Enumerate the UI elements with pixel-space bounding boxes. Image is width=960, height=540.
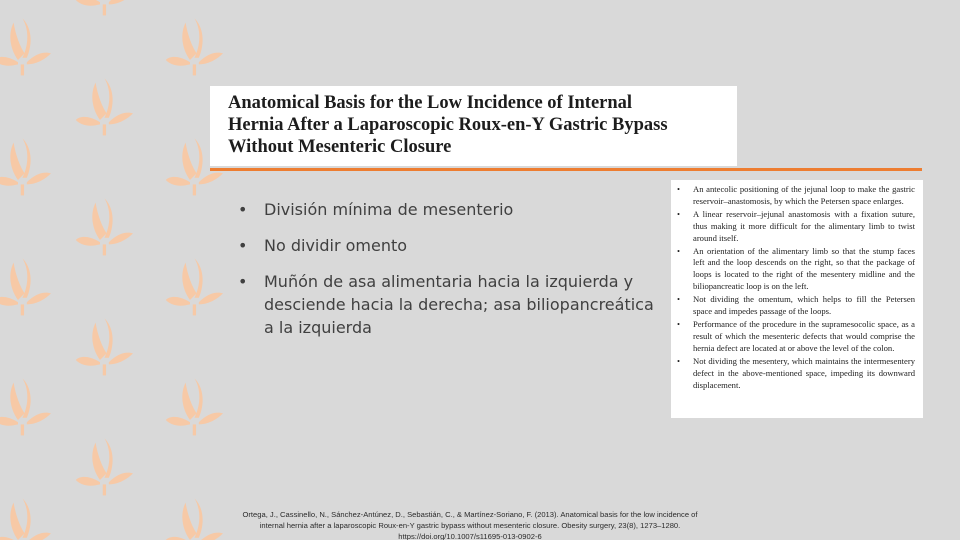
leaf-icon — [76, 318, 133, 375]
excerpt-text: Not dividing the mesentery, which maintains the intermesentery defect in the above-mentioned space, impeding its downward displacement. — [693, 355, 915, 390]
bullet-item — [236, 198, 656, 221]
bullet-list — [236, 198, 656, 352]
excerpt-bullet: • — [677, 245, 681, 256]
leaf-icon — [166, 258, 223, 315]
leaf-icon — [76, 198, 133, 255]
excerpt-item — [677, 246, 915, 294]
excerpt-bullet: • — [677, 184, 681, 194]
leaf-icon — [76, 0, 133, 15]
leaf-icon — [0, 258, 51, 315]
leaf-icon — [166, 18, 223, 75]
excerpt-text: Performance of the procedure in the supramesocolic space, as a result of which the mesenteric defects that would comprise the hernia defect are located at or above the level of the colon. — [693, 318, 915, 353]
reference-citation — [190, 509, 750, 540]
leaf-icon — [0, 378, 51, 435]
bullet-dot: • — [238, 200, 248, 219]
bullet-dot: • — [238, 272, 248, 291]
article-title-box — [210, 86, 737, 166]
leaf-icon — [0, 18, 51, 75]
decorative-leaf-panel — [0, 0, 232, 540]
excerpt-bullet: • — [677, 318, 681, 329]
bullet-item — [236, 234, 656, 257]
excerpt-text: Not dividing the omentum, which helps to fill the Petersen space and impedes passage of the loops. — [693, 294, 915, 317]
article-title-line-2: Hernia After a Laparoscopic Roux-en-Y Gastric Bypass — [228, 115, 668, 135]
bullet-item — [236, 270, 656, 339]
leaf-icon — [76, 438, 133, 495]
excerpt-item — [677, 319, 915, 355]
citation-line: Ortega, J., Cassinello, N., Sánchez-Antúnez, D., Sebastián, C., & Martínez-Soriano, F. (2013). Anatomical basis for the low incidence of — [242, 510, 698, 519]
accent-divider — [210, 168, 922, 171]
bullet-text: División mínima de mesenterio — [264, 200, 514, 219]
excerpt-item — [677, 356, 915, 392]
excerpt-text: An orientation of the alimentary limb so that the stump faces left and the loop descends on the right, so that the package of loops is located to the right of the mesentery midline and the biliopancreatic loop is on the left. — [693, 245, 915, 292]
bullet-text: Muñón de asa alimentaria hacia la izquierda y desciende hacia la derecha; asa biliopancreática a la izquierda — [264, 272, 654, 337]
excerpt-bullet: • — [677, 294, 681, 305]
bullet-text: No dividir omento — [264, 236, 408, 255]
citation-line: internal hernia after a laparoscopic Roux-en-Y gastric bypass without mesenteric closure. Obesity surgery, 23(8), 1273–1280. — [259, 521, 681, 530]
article-excerpt-image — [671, 180, 923, 418]
article-title-line-1: Anatomical Basis for the Low Incidence of Internal — [228, 93, 633, 113]
excerpt-text: An antecolic positioning of the jejunal loop to make the gastric reservoir–anastomosis, by which the Petersen space enlarges. — [693, 184, 915, 206]
leaf-icon — [166, 378, 223, 435]
excerpt-item — [677, 294, 915, 318]
excerpt-item — [677, 184, 915, 208]
excerpt-bullet: • — [677, 355, 681, 366]
leaf-icon — [76, 78, 133, 135]
excerpt-text: A linear reservoir–jejunal anastomosis with a fixation suture, thus making it more difficult for the alimentary limb to twist around itself. — [693, 208, 915, 243]
leaf-icon — [0, 498, 51, 540]
bullet-dot: • — [238, 236, 248, 255]
article-title-line-3: Without Mesenteric Closure — [228, 137, 452, 157]
citation-doi: https://doi.org/10.1007/s11695-013-0902-6 — [398, 532, 542, 540]
excerpt-bullet: • — [677, 208, 681, 219]
leaf-icon — [0, 138, 51, 195]
leaf-pattern — [0, 0, 232, 540]
excerpt-item — [677, 209, 915, 245]
